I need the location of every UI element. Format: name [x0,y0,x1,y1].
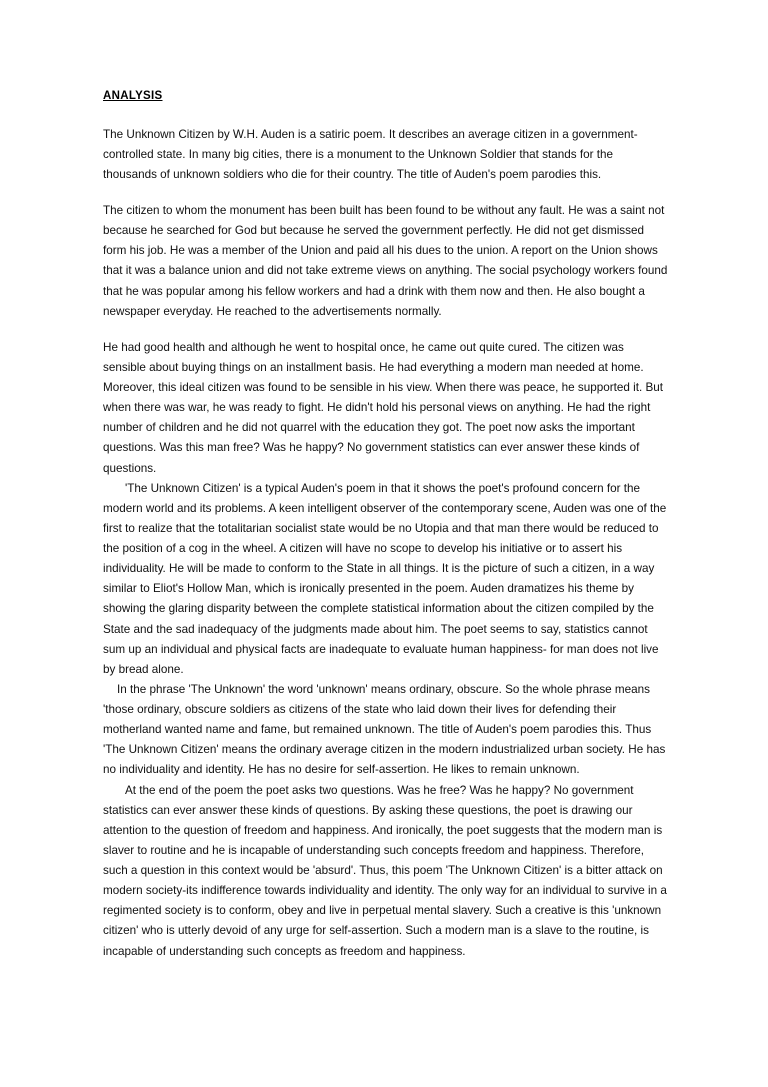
paragraph-end-of-poem: At the end of the poem the poet asks two questions. Was he free? Was he happy? No government statistics can ever answer these kinds of questions. By asking these questions, the poet is drawing our attention to the question of freedom and happiness. And ironically, the poet suggests that the modern man is slaver to routine and he is incapable of understanding such concepts freedom and happiness. Therefore, such a question in this context would be 'absurd'. Thus, this poem 'The Unknown Citizen' is a bitter attack on modern society-its indifference towards individuality and identity. The only way for an individual to survive in a regimented society is to conform, obey and live in perpetual mental slavery. Such a creative is this 'unknown citizen' who is utterly devoid of any urge for self-assertion. Such a modern man is a slave to the routine, is incapable of understanding such concepts as freedom and happiness. [103,783,667,958]
paragraph-phrase-unknown: In the phrase 'The Unknown' the word 'unknown' means ordinary, obscure. So the whole phrase means 'those ordinary, obscure soldiers as citizens of the state who laid down their lives for defending their motherland wanted name and fame, but remained unknown. The title of Auden's poem parodies this. Thus 'The Unknown Citizen' means the ordinary average citizen in the modern industrialized urban society. He has no individuality and identity. He has no desire for self-assertion. He likes to remain unknown. [103,682,666,777]
paragraph-intro: The Unknown Citizen by W.H. Auden is a satiric poem. It describes an average citizen in a government-controlled state. In many big cities, there is a monument to the Unknown Soldier that stands for the thousands of unknown soldiers who die for their country. The title of Auden's poem parodies this. [103,127,638,181]
page-title: ANALYSIS [103,90,163,102]
paragraph-citizen-fault: The citizen to whom the monument has been built has been found to be without any fault. He was a saint not because he searched for God but because he served the government perfectly. He did not get dismissed form his job. He was a member of the Union and paid all his dues to the union. A report on the Union shows that it was a balance union and did not take extreme views on anything. The social psychology workers found that he was popular among his fellow workers and had a drink with them now and then. He also bought a newspaper everyday. He reached to the advertisements normally. [103,204,668,318]
paragraph-typical-auden: 'The Unknown Citizen' is a typical Auden's poem in that it shows the poet's profound concern for the modern world and its problems. A keen intelligent observer of the contemporary scene, Auden was one of the first to realize that the totalitarian socialist state would be no Utopia and that man there would be reduced to the position of a cog in the wheel. A citizen will have no scope to develop his initiative or to assert his individuality. He will be made to conform to the State in all things. It is the picture of such a citizen, in a way similar to Eliot's Hollow Man, which is ironically presented in the poem. Auden dramatizes his theme by showing the glaring disparity between the complete statistical information about the citizen compiled by the State and the sad inadequacy of the judgments made about him. The poet seems to say, statistics cannot sum up an individual and physical facts are inadequate to evaluate human happiness- for man does not live by bread alone. [103,481,667,676]
paragraph-good-health: He had good health and although he went to hospital once, he came out quite cured. The citizen was sensible about buying things on an installment basis. He had everything a modern man needed at home. Moreover, this ideal citizen was found to be sensible in his view. When there was peace, he supported it. But when there was war, he was ready to fight. He didn't hold his personal views on anything. He had the right number of children and he did not quarrel with the education they got. The poet now asks the important questions. Was this man free? Was he happy? No government statistics can ever answer these kinds of questions. [103,340,664,475]
